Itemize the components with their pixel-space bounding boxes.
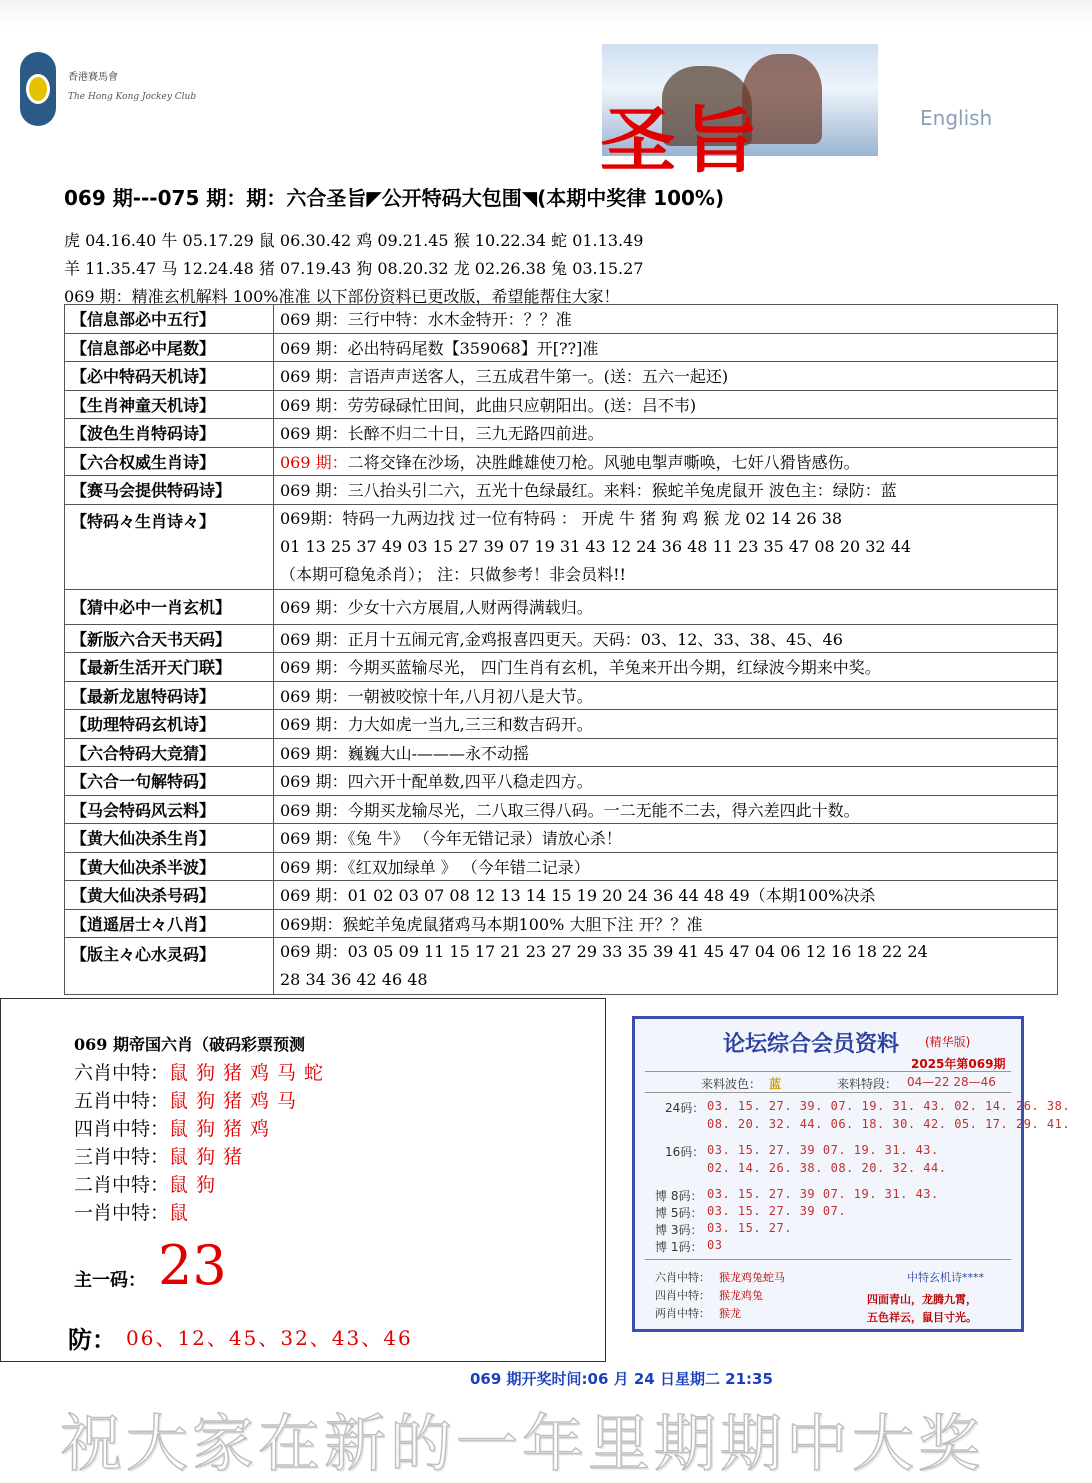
- table-row: [65, 305, 1058, 334]
- card-edition: (精华版): [925, 1035, 971, 1049]
- card-divider: [645, 1259, 1011, 1260]
- table-row: [65, 333, 1058, 362]
- zodiac-line-2: 羊 11.35.47 马 12.24.48 猪 07.19.43 狗 08.20.32 龙 02.26.38 兔 03.15.27: [64, 259, 644, 278]
- row-key: 【最新生活开天门联】: [65, 653, 274, 682]
- three-zodiac-line: [74, 1142, 250, 1169]
- table-row: [65, 852, 1058, 881]
- row-key: 【黄大仙决杀半波】: [65, 852, 274, 881]
- prediction-table: [64, 304, 1058, 995]
- c16-label: 16码：: [665, 1145, 705, 1159]
- card-issue: 2025年第069期: [911, 1057, 1006, 1071]
- table-row: [65, 938, 1058, 995]
- row-value: 069 期：四六开十配单数,四平八稳走四方。: [274, 767, 1058, 796]
- row-key: 【六合一句解特码】: [65, 767, 274, 796]
- row-value-line-2: 28 34 36 42 46 48: [280, 970, 428, 989]
- row-key: 【最新龙崽特码诗】: [65, 681, 274, 710]
- row-key: 【特码々生肖诗々】: [65, 504, 274, 589]
- row-key: 【波色生肖特码诗】: [65, 419, 274, 448]
- draw-time: 069 期开奖时间:06 月 24 日星期二 21:35: [470, 1370, 773, 1388]
- table-row: [65, 738, 1058, 767]
- special-label: 来料特段：: [837, 1077, 898, 1091]
- row-value: 069 期：三行中特：水木金特开：？？准: [274, 305, 1058, 334]
- b5-value: 03. 15. 27. 39 07.: [707, 1204, 847, 1218]
- member-data-card: [632, 1016, 1071, 1332]
- c16-line1: 03. 15. 27. 39 07. 19. 31. 43.: [707, 1143, 939, 1157]
- level-value: 鼠狗猪鸡马: [169, 1090, 305, 1112]
- level-value: 鼠: [169, 1202, 197, 1224]
- top-fade: [0, 0, 1092, 30]
- two-value: 猴龙: [719, 1307, 741, 1320]
- table-row: [65, 390, 1058, 419]
- card-info-bar: [645, 1071, 1011, 1093]
- row-value-prefix: 069 期：: [280, 452, 348, 472]
- one-zodiac-line: [74, 1198, 196, 1225]
- table-row: [65, 881, 1058, 910]
- level-label: 五肖中特：: [74, 1090, 170, 1112]
- level-value: 鼠狗猪鸡: [169, 1118, 278, 1140]
- intro-line: 069 期：精准玄机解料 100%准准 以下部份资料已更改版，希望能帮住大家！: [64, 287, 620, 306]
- wave-value: 蓝: [769, 1077, 782, 1091]
- row-value: [274, 447, 1058, 476]
- b8-value: 03. 15. 27. 39 07. 19. 31. 43.: [707, 1187, 939, 1201]
- row-value: 069 期：01 02 03 07 08 12 13 14 15 19 20 24 36 44 48 49（本期100%决杀: [274, 881, 1058, 910]
- row-value: 069 期：巍巍大山-———永不动摇: [274, 738, 1058, 767]
- row-value: 069 期：劳劳碌碌忙田间，此曲只应朝阳出。(送：吕不韦): [274, 390, 1058, 419]
- c24-label: 24码：: [665, 1101, 705, 1115]
- empire-title: 069 期帝国六肖（破码彩票预测: [74, 1035, 305, 1054]
- main-code-value: 23: [158, 1234, 227, 1297]
- table-row: [65, 447, 1058, 476]
- english-link[interactable]: English: [920, 106, 993, 130]
- wave-label: 来料波色：: [701, 1077, 762, 1091]
- row-key: 【信息部必中尾数】: [65, 333, 274, 362]
- card-title: 论坛综合会员资料: [723, 1032, 900, 1057]
- level-label: 一肖中特：: [74, 1202, 170, 1224]
- logo-emblem-inner-icon: [26, 74, 50, 104]
- jockey-club-logo[interactable]: [20, 52, 220, 130]
- row-value: 069 期：言语声声送客人，三五成君牛第一。(送：五六一起还): [274, 362, 1058, 391]
- table-row: [65, 824, 1058, 853]
- table-row: [65, 362, 1058, 391]
- level-label: 三肖中特：: [74, 1146, 170, 1168]
- row-value: 069 期：《红双加绿单 》 （今年错二记录）: [274, 852, 1058, 881]
- row-key: 【新版六合天书天码】: [65, 624, 274, 653]
- row-value: [274, 504, 1058, 589]
- row-value-text: 二将交锋在沙场，决胜雌雄使刀枪。风驰电掣声嘶唤，七奸八猾皆感伤。: [347, 452, 860, 472]
- row-key: 【版主々心水灵码】: [65, 938, 274, 995]
- c24-line2: 08. 20. 32. 44. 06. 18. 30. 42. 05. 17. 29. 41.: [707, 1117, 1071, 1131]
- row-key: 【黄大仙决杀号码】: [65, 881, 274, 910]
- four-label: 四肖中特：: [655, 1289, 710, 1302]
- row-value: 069 期：长醉不归二十日，三九无路四前进。: [274, 419, 1058, 448]
- two-zodiac-line: [74, 1170, 223, 1197]
- table-row: [65, 909, 1058, 938]
- table-row: [65, 767, 1058, 796]
- table-row: [65, 476, 1058, 505]
- row-value: 069 期：《兔 牛》 （今年无错记录）请放心杀！: [274, 824, 1058, 853]
- two-label: 两肖中特：: [655, 1307, 710, 1320]
- page-title: 069 期---075 期：期：六合圣旨◤公开特码大包围◥(本期中奖律 100%): [64, 186, 725, 210]
- row-key: 【黄大仙决杀生肖】: [65, 824, 274, 853]
- table-row: [65, 681, 1058, 710]
- five-zodiac-line: [74, 1086, 304, 1113]
- row-value: 069 期：力大如虎一当九,三三和数吉码开。: [274, 710, 1058, 739]
- row-value: 069期：猴蛇羊兔虎鼠猪鸡马本期100% 大胆下注 开？？准: [274, 909, 1058, 938]
- row-value: 069 期：今期买蓝输尽光， 四门生肖有玄机，羊兔来开出今期，红绿波今期来中奖。: [274, 653, 1058, 682]
- b1-value: 03: [707, 1238, 723, 1252]
- six-value: 猴龙鸡兔蛇马: [719, 1271, 785, 1284]
- row-key: 【信息部必中五行】: [65, 305, 274, 334]
- c16-line2: 02. 14. 26. 38. 08. 20. 32. 44.: [707, 1161, 947, 1175]
- main-code-label: 主一码：: [74, 1270, 146, 1291]
- row-value: 069 期：三八抬头引二六，五光十色绿最红。来料：猴蛇羊兔虎鼠开 波色主：绿防：蓝: [274, 476, 1058, 505]
- footer-slogan: 祝大家在新的一年里期期中大奖: [60, 1407, 985, 1480]
- level-value: 鼠狗猪鸡马蛇: [169, 1062, 332, 1084]
- table-row: [65, 795, 1058, 824]
- row-key: 【马会特码风云料】: [65, 795, 274, 824]
- row-value-line-1: 069期：特码一九两边找 过一位有特码 ： 开虎 牛 猪 狗 鸡 猴 龙 02 14 26 38: [280, 508, 843, 528]
- row-value: 069 期：一朝被咬惊十年,八月初八是大节。: [274, 681, 1058, 710]
- logo-cn-text: 香港賽馬會: [68, 72, 118, 83]
- level-label: 四肖中特：: [74, 1118, 170, 1140]
- table-row: [65, 653, 1058, 682]
- row-key: 【助理特码玄机诗】: [65, 710, 274, 739]
- table-row: [65, 419, 1058, 448]
- table-row: [65, 589, 1058, 624]
- level-value: 鼠狗猪: [169, 1146, 251, 1168]
- poem-label: 中特玄机诗****: [907, 1271, 984, 1284]
- b5-label: 博 5码：: [655, 1206, 703, 1220]
- row-key: 【猜中必中一肖玄机】: [65, 589, 274, 624]
- row-key: 【六合特码大竞猜】: [65, 738, 274, 767]
- table-row: [65, 710, 1058, 739]
- row-value-line-3: （本期可稳兔杀肖）； 注：只做参考！非会员料!!: [280, 564, 626, 584]
- row-value: 069 期：正月十五闹元宵,金鸡报喜四更天。天码：03、12、33、38、45、46: [274, 624, 1058, 653]
- row-value-line-1: 069 期：03 05 09 11 15 17 21 23 27 29 33 35 39 41 45 47 04 06 12 16 18 22 24: [280, 942, 928, 961]
- special-value: 04—22 28—46: [907, 1075, 996, 1089]
- guard-codes: 06、12、45、32、43、46: [126, 1326, 413, 1350]
- six-label: 六肖中特：: [655, 1271, 710, 1284]
- row-value: 069 期：必出特码尾数【359068】开[??]准: [274, 333, 1058, 362]
- level-label: 二肖中特：: [74, 1174, 170, 1196]
- b3-label: 博 3码：: [655, 1223, 703, 1237]
- row-key: 【六合权威生肖诗】: [65, 447, 274, 476]
- poem-line1: 四面青山，龙腾九霄，: [867, 1293, 977, 1306]
- level-label: 六肖中特：: [74, 1062, 170, 1084]
- guard-label: 防：: [68, 1325, 116, 1354]
- row-value: 069 期：少女十六方展眉,人财两得满载归。: [274, 589, 1058, 624]
- b8-label: 博 8码：: [655, 1189, 703, 1203]
- row-key: 【必中特码天机诗】: [65, 362, 274, 391]
- banner-title: 圣旨: [600, 97, 764, 183]
- row-value: 069 期：今期买龙输尽光，二八取三得八码。一二无能不二去，得六差四此十数。: [274, 795, 1058, 824]
- poem-line2: 五色祥云，鼠目寸光。: [867, 1311, 977, 1324]
- row-value-line-2: 01 13 25 37 49 03 15 27 39 07 19 31 43 12 24 36 48 11 23 35 47 08 20 32 44: [280, 536, 912, 556]
- level-value: 鼠狗: [169, 1174, 224, 1196]
- four-zodiac-line: [74, 1114, 277, 1141]
- b1-label: 博 1码：: [655, 1240, 703, 1254]
- row-value: [274, 938, 1058, 995]
- four-value: 猴龙鸡兔: [719, 1289, 763, 1302]
- six-zodiac-line: [74, 1058, 331, 1085]
- table-row: [65, 624, 1058, 653]
- logo-en-text: The Hong Kong Jockey Club: [68, 92, 197, 102]
- table-row: [65, 504, 1058, 589]
- b3-value: 03. 15. 27.: [707, 1221, 792, 1235]
- zodiac-line-1: 虎 04.16.40 牛 05.17.29 鼠 06.30.42 鸡 09.21.45 猴 10.22.34 蛇 01.13.49: [64, 231, 644, 250]
- row-key: 【逍遥居士々八肖】: [65, 909, 274, 938]
- row-key: 【生肖神童天机诗】: [65, 390, 274, 419]
- c24-line1: 03. 15. 27. 39. 07. 19. 31. 43. 02. 14. 26. 38.: [707, 1099, 1071, 1113]
- row-key: 【赛马会提供特码诗】: [65, 476, 274, 505]
